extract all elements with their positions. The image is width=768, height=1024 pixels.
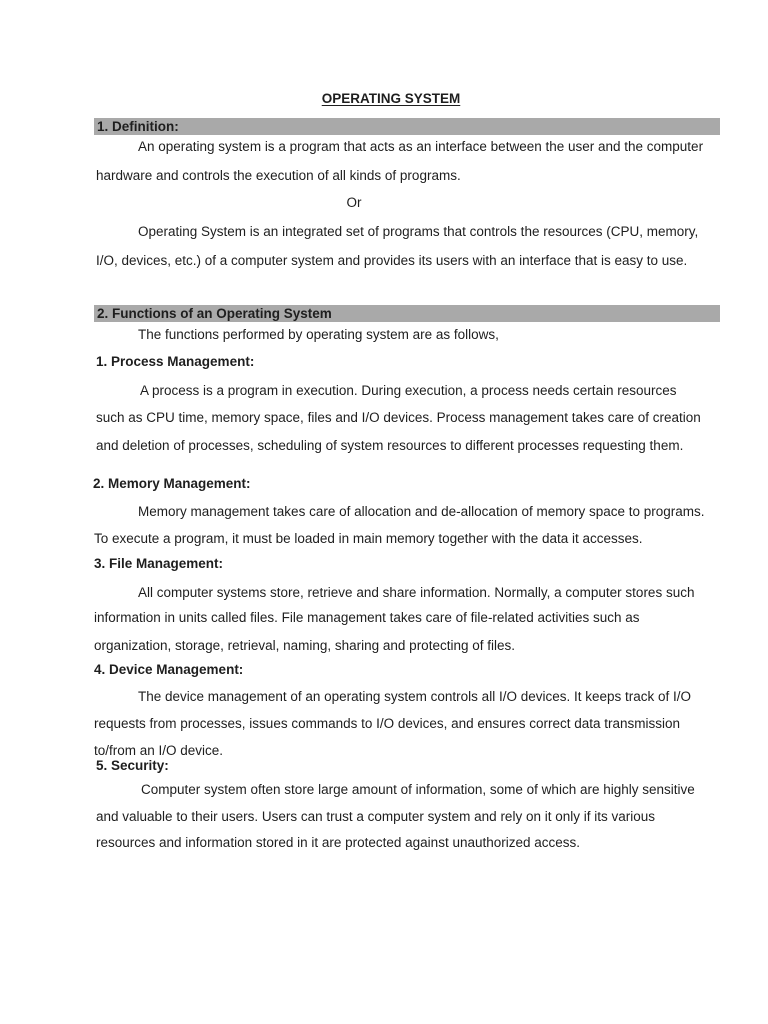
- paragraph-line: An operating system is a program that acts as an interface between the user and the computer: [138, 139, 704, 154]
- paragraph-line: hardware and controls the execution of all kinds of programs.: [96, 168, 461, 183]
- paragraph-line: I/O, devices, etc.) of a computer system and provides its users with an interface that is easy to use.: [96, 253, 688, 268]
- section-heading: 1. Definition:: [97, 119, 179, 134]
- subheading-security: 5. Security:: [96, 758, 169, 773]
- paragraph-line: and valuable to their users. Users can trust a computer system and rely on it only if its various: [96, 809, 655, 824]
- paragraph-line: and deletion of processes, scheduling of system resources to different processes requesting them.: [96, 438, 684, 453]
- subheading-memory-management: 2. Memory Management:: [93, 476, 251, 491]
- paragraph-line: requests from processes, issues commands to I/O devices, and ensures correct data transmission: [94, 716, 680, 731]
- subheading-device-management: 4. Device Management:: [94, 662, 244, 677]
- subheading-process-management: 1. Process Management:: [96, 354, 255, 369]
- or-separator: Or: [346, 195, 362, 210]
- section-heading: 2. Functions of an Operating System: [97, 306, 332, 321]
- paragraph-line: Computer system often store large amount of information, some of which are highly sensitive: [141, 782, 695, 797]
- subheading-file-management: 3. File Management:: [94, 556, 224, 571]
- paragraph-line: Memory management takes care of allocation and de-allocation of memory space to programs.: [138, 504, 705, 519]
- section-header-functions: [94, 305, 720, 322]
- paragraph-line: to/from an I/O device.: [94, 743, 224, 758]
- paragraph-line: organization, storage, retrieval, naming, sharing and protecting of files.: [94, 638, 515, 653]
- section-intro: The functions performed by operating system are as follows,: [138, 327, 499, 342]
- paragraph-line: A process is a program in execution. During execution, a process needs certain resources: [140, 383, 677, 398]
- paragraph-line: Operating System is an integrated set of programs that controls the resources (CPU, memory,: [138, 224, 699, 239]
- page-title: OPERATING SYSTEM: [321, 91, 461, 106]
- paragraph-line: information in units called files. File management takes care of file-related activities such as: [94, 610, 640, 625]
- paragraph-line: resources and information stored in it are protected against unauthorized access.: [96, 835, 581, 850]
- paragraph-line: such as CPU time, memory space, files and I/O devices. Process management takes care of creation: [96, 410, 701, 425]
- paragraph-line: To execute a program, it must be loaded in main memory together with the data it accesses.: [94, 531, 643, 546]
- paragraph-line: The device management of an operating system controls all I/O devices. It keeps track of I/O: [138, 689, 692, 704]
- paragraph-line: All computer systems store, retrieve and share information. Normally, a computer stores such: [138, 585, 695, 600]
- section-header-definition: [94, 118, 720, 135]
